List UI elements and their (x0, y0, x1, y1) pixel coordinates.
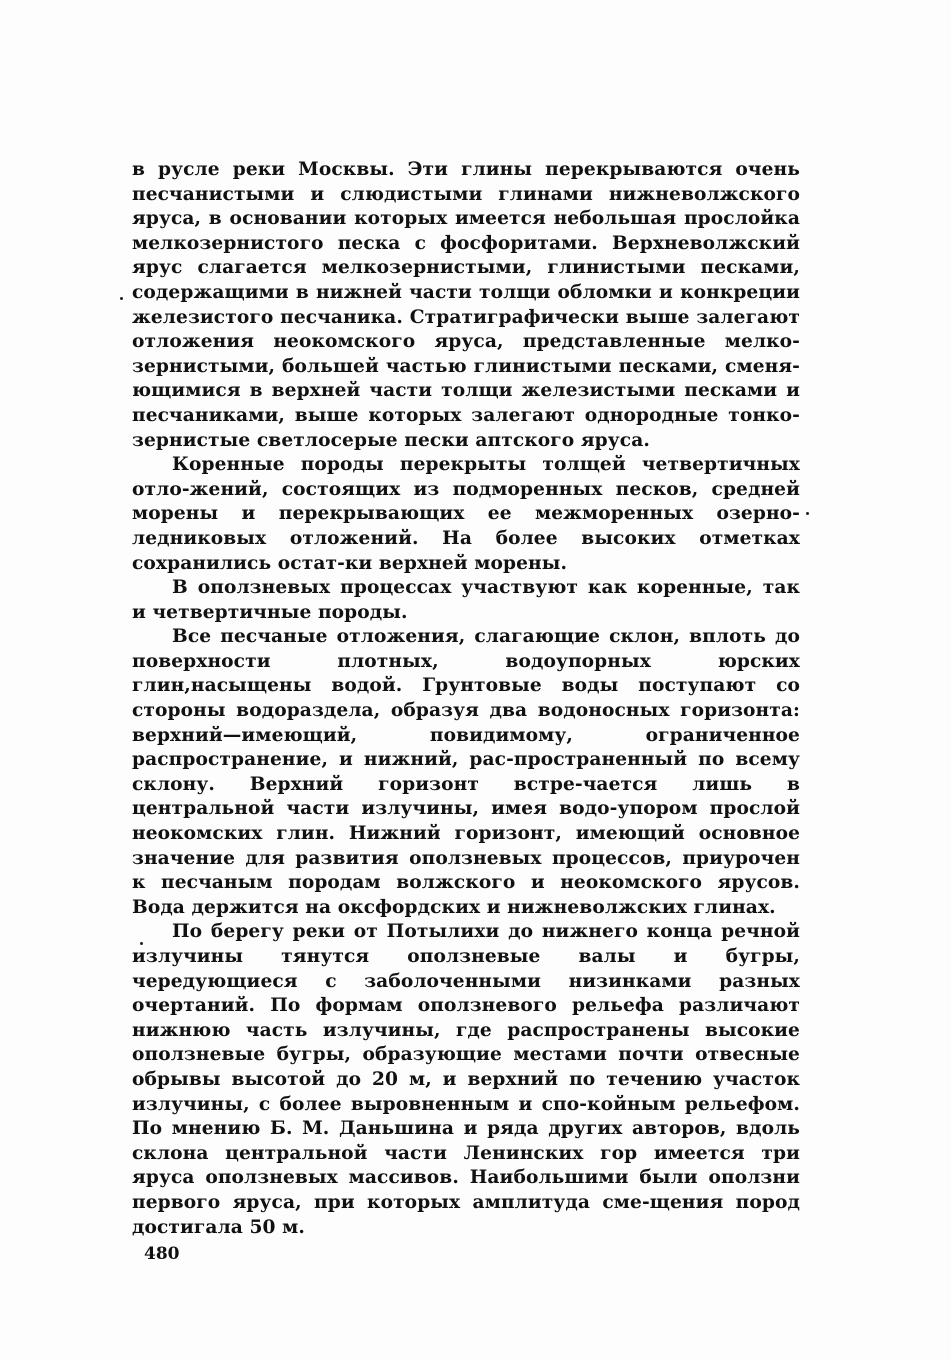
paragraph-2: Коренные породы перекрыты толщей четвертичных отло-жений, состоящих из подморенных песков, средней морены и перекрывающих ее межморенных озерно-ледниковых отложений. На более высоких отметках сохранились остат-ки верхней морены. (132, 454, 800, 574)
paragraph-3: В оползневых процессах участвуют как коренные, так и четвертичные породы. (132, 577, 800, 623)
paragraph-1: в русле реки Москвы. Эти глины перекрываются очень песчанистыми и слюдистыми глинами нижневолжского яруса, в основании которых имеется небольшая прослойка мелкозернистого песка с фосфоритами. Верхневолжский ярус слагается мелкозернистыми, глинистыми песками, содержащими в нижней части толщи обломки и конкреции железистого песчаника. Стратиграфически выше залегают отложения неокомского яруса, представленные мелко-зернистыми, большей частью глинистыми песками, сменя-ющимися в верхней части толщи железистыми песками и песчаниками, выше которых залегают однородные тонко-зернистые светлосерые пески аптского яруса. (132, 159, 800, 451)
paragraph-4: Все песчаные отложения, слагающие склон, вплоть до поверхности плотных, водоупорных юрских глин,насыщены водой. Грунтовые воды поступают со стороны водораздела, образуя два водоносных горизонта: верхний—имеющий, повидимому, ограниченное распространение, и нижний, рас-пространенный по всему склону. Верхний горизонт встре-чается лишь в центральной части излучины, имея водо-упором прослой неокомских глин. Нижний горизонт, имеющий основное значение для развития оползневых процессов, приурочен к песчаным породам волжского и неокомского ярусов. Вода держится на оксфордских и нижневолжских глинах. (132, 626, 800, 918)
paragraph-5: По берегу реки от Потылихи до нижнего конца речной излучины тянутся оползневые валы и бугры, чередующиеся с заболоченными низинками разных очертаний. По формам оползневого рельефа различают нижнюю часть излучины, где распространены высокие оползневые бугры, образующие местами почти отвесные обрывы высотой до 20 м, и верхний по течению участок излучины, с более выровненным и спо-койным рельефом. По мнению Б. М. Даньшина и ряда других авторов, вдоль склона центральной части Ленинских гор имеется три яруса оползневых массивов. Наибольшими были оползни первого яруса, при которых амплитуда сме-щения пород достигала 50 м. (132, 921, 800, 1238)
page-number: 480 (144, 1244, 180, 1264)
scan-speck (806, 512, 809, 515)
body-text (132, 158, 800, 1240)
scan-speck (120, 297, 123, 300)
scan-speck (140, 942, 143, 945)
